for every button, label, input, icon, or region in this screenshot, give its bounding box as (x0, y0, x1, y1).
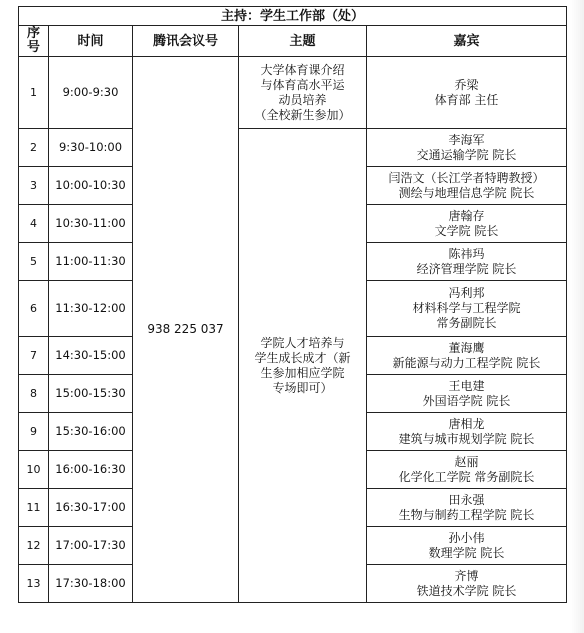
row-guest (367, 413, 567, 451)
row-time: 11:30-12:00 (49, 281, 133, 337)
row-guest (367, 375, 567, 413)
guest-title: 测绘与地理信息学院 院长 (398, 185, 535, 200)
topic-sports (239, 57, 367, 129)
guest-title: 文学院 院长 (434, 223, 499, 238)
row-number: 1 (19, 57, 49, 129)
row-guest (367, 527, 567, 565)
guest-title: 经济管理学院 院长 (416, 261, 517, 276)
row-number: 9 (19, 413, 49, 451)
guest-name: 唐相龙 (448, 416, 485, 431)
header-index (19, 26, 49, 57)
table-row (19, 57, 567, 129)
row-number: 3 (19, 167, 49, 205)
row-guest (367, 57, 567, 129)
row-guest (367, 565, 567, 603)
row-time: 16:30-17:00 (49, 489, 133, 527)
guest-name: 闫浩文（长江学者特聘教授） (388, 170, 545, 185)
row-time: 10:00-10:30 (49, 167, 133, 205)
row-number: 11 (19, 489, 49, 527)
guest-name: 李海军 (448, 132, 485, 147)
schedule-table (18, 6, 567, 603)
row-number: 4 (19, 205, 49, 243)
row-number: 7 (19, 337, 49, 375)
guest-name: 齐博 (454, 568, 479, 583)
row-time: 16:00-16:30 (49, 451, 133, 489)
guest-name: 冯利邦 (448, 286, 485, 300)
row-time: 15:00-15:30 (49, 375, 133, 413)
row-time: 9:30-10:00 (49, 129, 133, 167)
row-time: 17:30-18:00 (49, 565, 133, 603)
page-edge-shadow (570, 0, 584, 633)
header-time: 时间 (49, 26, 133, 57)
guest-title: 铁道技术学院 院长 (416, 583, 517, 598)
guest-name: 董海鹰 (448, 340, 485, 355)
topic-line: 动员培养 (278, 92, 327, 107)
row-guest (367, 281, 567, 337)
row-guest (367, 129, 567, 167)
guest-name: 乔梁 (454, 77, 479, 92)
row-number: 13 (19, 565, 49, 603)
row-time: 9:00-9:30 (49, 57, 133, 129)
guest-name: 王电建 (448, 378, 485, 393)
guest-title: 新能源与动力工程学院 院长 (392, 355, 541, 370)
topic-line: 专场即可） (272, 380, 333, 395)
guest-title: 常务副院长 (436, 316, 497, 330)
guest-title: 外国语学院 院长 (422, 393, 511, 408)
topic-college (239, 129, 367, 603)
row-time: 14:30-15:00 (49, 337, 133, 375)
row-time: 11:00-11:30 (49, 243, 133, 281)
table-row (19, 129, 567, 167)
guest-name: 陈祎玛 (448, 246, 485, 261)
guest-title: 材料科学与工程学院 (412, 301, 521, 315)
header-meeting-id: 腾讯会议号 (133, 26, 239, 57)
guest-name: 赵丽 (454, 454, 479, 469)
topic-line: 生参加相应学院 (260, 365, 345, 380)
header-topic: 主题 (239, 26, 367, 57)
topic-line: （全校新生参加） (254, 107, 351, 122)
guest-name: 唐翰存 (448, 208, 485, 223)
guest-title: 建筑与城市规划学院 院长 (398, 431, 535, 446)
guest-title: 化学化工学院 常务副院长 (398, 469, 535, 484)
row-guest (367, 167, 567, 205)
row-number: 10 (19, 451, 49, 489)
row-time: 10:30-11:00 (49, 205, 133, 243)
row-time: 15:30-16:00 (49, 413, 133, 451)
row-guest (367, 489, 567, 527)
guest-title: 交通运输学院 院长 (416, 147, 517, 162)
guest-title: 体育部 主任 (434, 92, 499, 107)
topic-line: 大学体育课介绍 (260, 62, 345, 77)
row-guest (367, 451, 567, 489)
row-number: 5 (19, 243, 49, 281)
schedule-document (18, 6, 566, 603)
topic-line: 学院人才培养与 (260, 335, 345, 350)
guest-title: 生物与制药工程学院 院长 (398, 507, 535, 522)
header-guest: 嘉宾 (367, 26, 567, 57)
guest-name: 孙小伟 (448, 530, 485, 545)
topic-line: 学生成长成才（新 (254, 350, 351, 365)
row-time: 17:00-17:30 (49, 527, 133, 565)
guest-name: 田永强 (448, 492, 485, 507)
topic-line: 与体育高水平运 (260, 77, 345, 92)
header-index-label: 序号 (26, 26, 40, 55)
row-guest (367, 243, 567, 281)
row-guest (367, 337, 567, 375)
guest-title: 数理学院 院长 (428, 545, 505, 560)
row-number: 8 (19, 375, 49, 413)
row-number: 12 (19, 527, 49, 565)
row-number: 2 (19, 129, 49, 167)
table-title: 主持：学生工作部（处） (19, 7, 567, 26)
row-number: 6 (19, 281, 49, 337)
row-guest (367, 205, 567, 243)
meeting-id: 938 225 037 (133, 57, 239, 603)
